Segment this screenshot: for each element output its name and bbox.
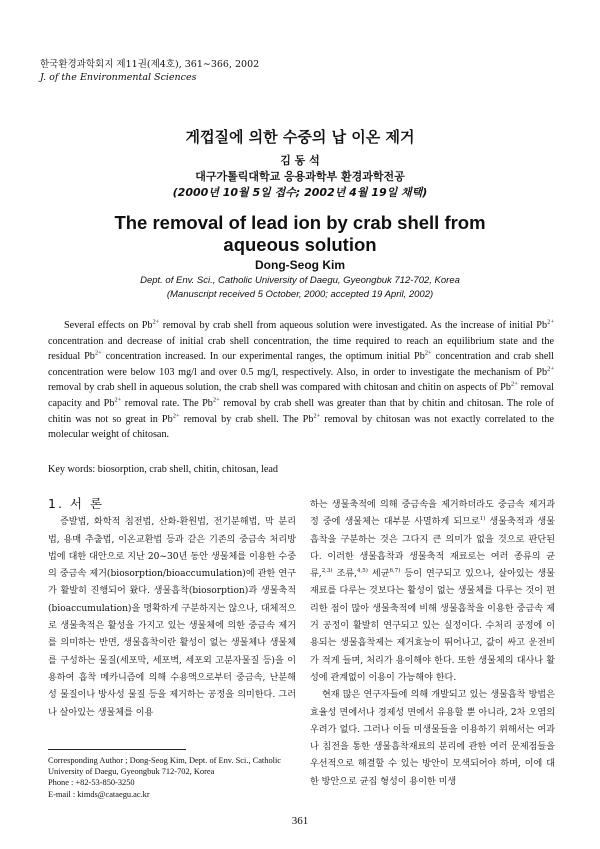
- author-korean: 김 동 석: [280, 154, 320, 167]
- reference-marker: 1): [479, 516, 486, 523]
- email-address: E-mail : kimds@cataegu.ac.kr: [48, 789, 150, 799]
- ion-charge: 2+: [94, 349, 102, 357]
- ion-charge: 2+: [510, 380, 518, 388]
- page-number: 361: [291, 815, 309, 827]
- corresponding-author: Corresponding Author ; Dong-Seog Kim, Dept. of Env. Sci., Catholic University of Daegu, Gyeongbuk 712-702, Korea: [48, 756, 282, 777]
- affiliation-korean: 대구가톨릭대학교 응용과학부 환경과학전공: [195, 170, 405, 183]
- reference-marker: 6,7): [389, 568, 401, 575]
- phone-number: Phone : +82-53-850-3250: [48, 778, 135, 788]
- journal-name-en: J. of the Environmental Sciences: [40, 72, 197, 83]
- ion-charge: 2+: [547, 365, 554, 373]
- body-paragraph: 현재 많은 연구자들에 의해 개발되고 있는 생물흡착 방법은 효율성 면에서나 경제성 면에서 유용할 뿐 아니라, 2차 오염의 우려가 없다. 그러나 이들 미생물들을 이용하기 위해서는 여과나 침전을 통한 생물흡착재료의 분리에 관한 여러 문제점들을 우선적으로 해결할 수 있는 방안이 모색되어야 하며, 이에 대한 방안으로 균집 형성이 용이한 미생: [310, 690, 555, 787]
- reference-marker: 2,3): [321, 568, 333, 575]
- correspondence-footnote: [48, 755, 298, 800]
- ion-charge: 2+: [547, 318, 554, 326]
- body-paragraph: 하는 생물축적에 의해 중금속을 제거하더라도 중금속 제거과정 중에 생물체는 대부분 사멸하게 되므로$^{1)}$ 생물축적과 생물흡착을 구분하는 것은 그다지 큰 의미가 없을 것으로 판단된다. 이러한 생물흡착과 생물축적 재료로는 여러 종류의 균류,$^{2,3)}$ 조류,$^{4,5)}$ 세균$^{6,7)}$ 등이 연구되고 있으나, 살아있는 생물재료를 다루는 것보다는 활성이 없는 생물체를 다루는 것이 편리한 점이 많아 생물축적에 비해 생물흡착을 이용한 중금속 제거 공정이 활발히 연구되고 있는 실정이다. 수처리 공정에 이용되는 생물흡착제는 제거효능이 뛰어나고, 값이 싸고 운전비가 적게 들며, 처리가 용이해야 한다. 또한 생물체의 대사나 활성에 관계없이 이용이 가능해야 한다.: [310, 500, 555, 683]
- body-right-column: [310, 497, 555, 791]
- abstract-paragraph: Several effects on $Pb^{2+}$ removal by crab shell from aqueous solution were investigated. As the increase of initial $Pb^{2+}$ concentration and decrease of initial crab shell concentration, the time required to reach an equilibrium state and the residual $Pb^{2+}$ concentration increased. In our experimental ranges, the optimum initial $Pb^{2+}$ concentration and crab shell concentration were below 103 mg/l and over 0.5 mg/l, respectively. Also, in order to investigate the mechanism of $Pb^{2+}$ removal by crab shell in aqueous solution, the crab shell was compared with chitosan and chitin on aspects of $Pb^{2+}$ removal capacity and $Pb^{2+}$ removal rate. The $Pb^{2+}$ removal by crab shell was greater than that by chitin and chitosan. The role of chitin was not so great in $Pb^{2+}$ removal by crab shell. The $Pb^{2+}$ removal by chitosan was not exactly correlated to the molecular weight of chitosan.: [48, 318, 555, 441]
- affiliation-english: Dept. of Env. Sci., Catholic University of Daegu, Gyeongbuk 712-702, Korea: [140, 275, 460, 286]
- section-heading: 1. 서 론: [48, 496, 105, 511]
- journal-citation-ko: 한국환경과학회지 제11권(제4호), 361∼366, 2002: [40, 59, 260, 70]
- ion-charge: 2+: [114, 396, 122, 404]
- ion-charge: 2+: [313, 412, 321, 420]
- abstract: [48, 318, 554, 443]
- journal-header: [40, 58, 259, 84]
- title-english-line2: aqueous solution: [223, 234, 377, 255]
- keywords: Key words: biosorption, crab shell, chitin, chitosan, lead: [48, 464, 279, 475]
- ion-charge: 2+: [172, 412, 180, 420]
- author-english: Dong-Seog Kim: [255, 258, 345, 272]
- received-date-english: (Manuscript received 5 October, 2000; accepted 19 April, 2002): [166, 289, 434, 300]
- ion-charge: 2+: [212, 396, 220, 404]
- title-english: [0, 212, 600, 256]
- body-paragraph: 증발법, 화학적 침전법, 산화-환원법, 전기분해법, 막 분리법, 용매 추출법, 이온교환법 등과 같은 기존의 중금속 처리방법에 대한 대안으로 지난 20~30년 동안 생물체를 이용한 수중의 중금속 제거(biosorption/bioaccumulation)에 관한 연구가 활발히 진행되어 왔다. 생물흡착(biosorption)과 생물축적(bioaccumulation)을 명확하게 구분하지는 않으나, 대체적으로 생물축적은 활성을 가지고 있는 생물체에 의한 중금속 제거를 의미하는 반면, 생물흡착이란 활성이 없는 생물체나 생물체를 구성하는 물질(세포막, 세포벽, 세포외 고분자물질 등)을 이용하여 흡착 메카니즘에 의해 수용액으로부터 중금속, 난분해성 물질이나 방사성 물질 등을 제거하는 공정을 의미한다. 그러나 살아있는 생물체를 이용: [48, 517, 296, 718]
- received-date-korean: (2000년 10월 5일 접수; 2002년 4월 19일 채택): [172, 186, 428, 199]
- title-english-line1: The removal of lead ion by crab shell from: [114, 212, 486, 233]
- reference-marker: 4,5): [357, 568, 368, 575]
- ion-charge: 2+: [152, 318, 160, 326]
- ion-charge: 2+: [424, 349, 432, 357]
- body-left-column: [48, 495, 296, 722]
- footnote-divider: [48, 749, 186, 750]
- title-korean: 게껍질에 의한 수중의 납 이온 제거: [185, 128, 415, 146]
